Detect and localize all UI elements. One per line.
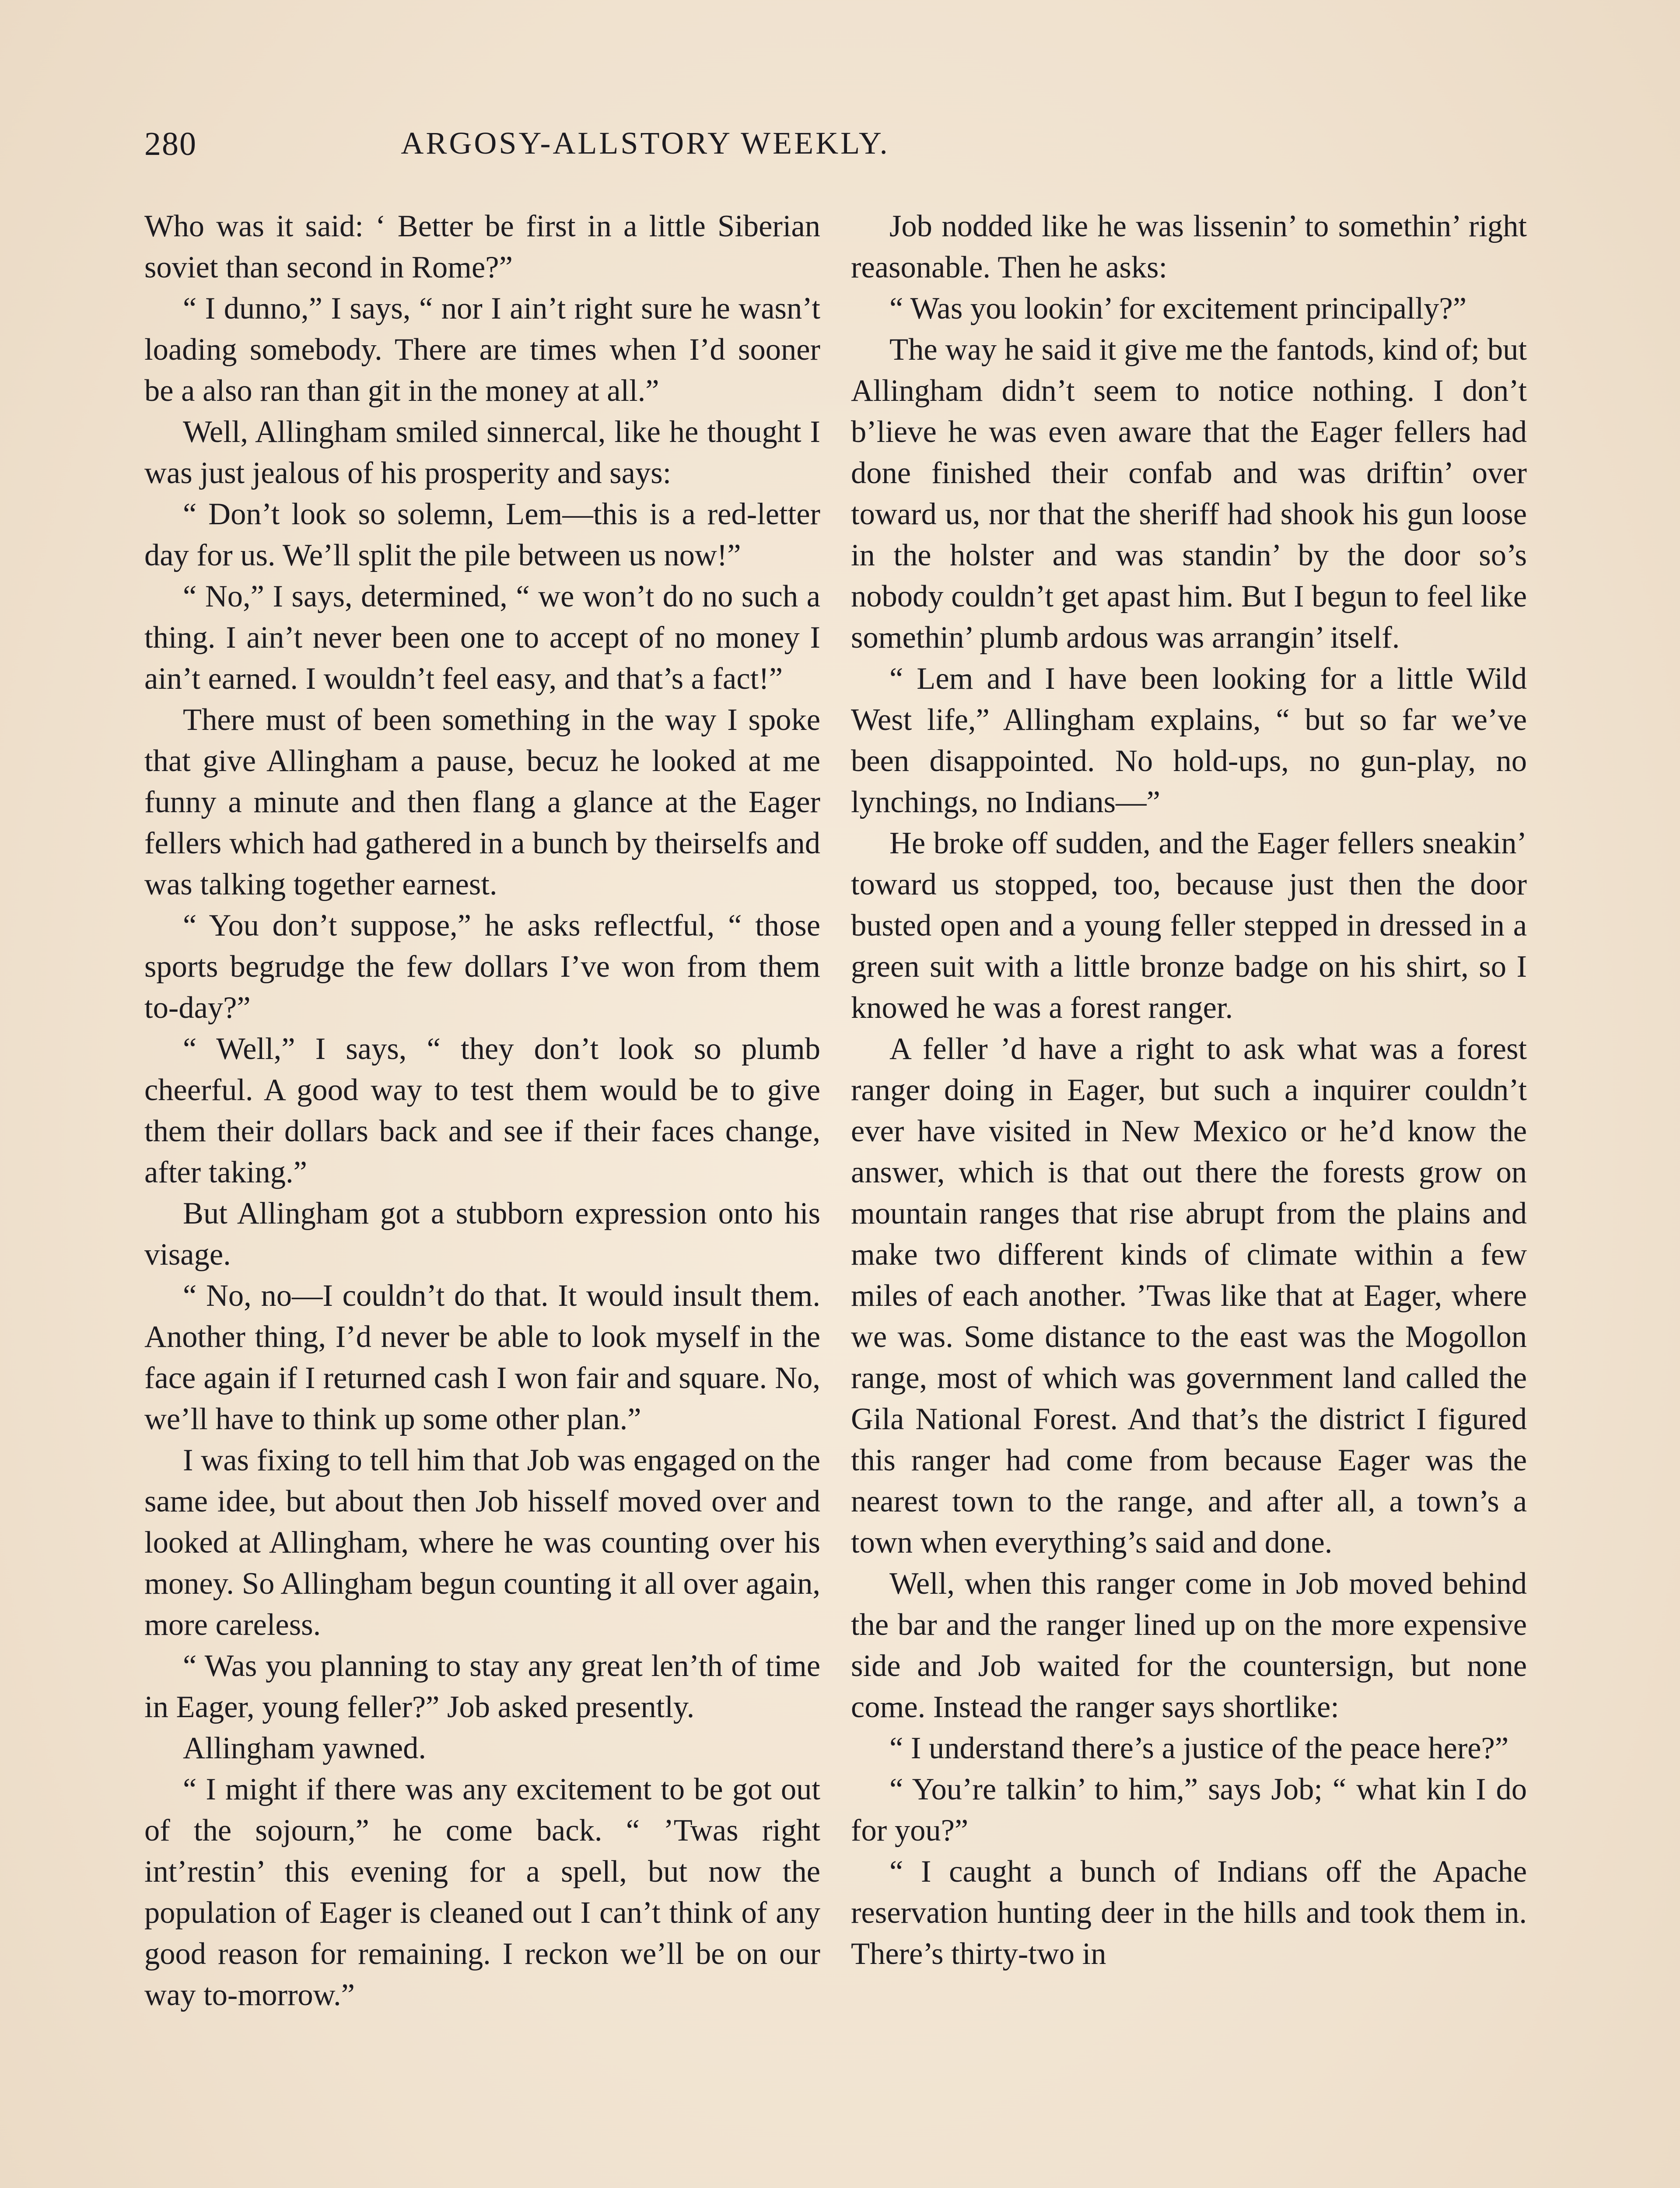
paragraph: “ You don’t suppose,” he asks reflectful, “ those sports begrudge the few dollars I’ve won from them to-day?” [144,908,820,1025]
paragraph: I was fixing to tell him that Job was engaged on the same idee, but about then Job hisself moved over and looked at Allingham, where he was counting over his money. So Allingham begun counting it all over again, more careless. [144,1443,820,1642]
paragraph: “ I understand there’s a justice of the peace here?” [889,1731,1509,1765]
paragraph: There must of been something in the way I spoke that give Allingham a pause, becuz he looked at me funny a minute and then flang a glance at the Eager fellers which had gathered in a bunch by theirselfs and was talking together earnest. [144,703,820,901]
paragraph: “ I caught a bunch of Indians off the Apache reservation hunting deer in the hills and took them in. There’s thirty-two in [851,1855,1527,1971]
paragraph: Allingham yawned. [183,1731,427,1765]
paragraph: “ No,” I says, determined, “ we won’t do no such a thing. I ain’t never been one to accept of no money I ain’t earned. I wouldn’t feel easy, and that’s a fact!” [144,579,820,696]
paragraph: “ I dunno,” I says, “ nor I ain’t right sure he wasn’t loading somebody. There are times when I’d sooner be a also ran than git in the money at all.” [144,291,820,408]
page-number: 280 [144,126,197,162]
paragraph: The way he said it give me the fantods, kind of; but Allingham didn’t seem to notice nothing. I don’t b’lieve he was even aware that the Eager fellers had done finished their confab and was driftin’ over toward us, nor that the sheriff had shook his gun loose in the holster and was standin’ by the door so’s nobody couldn’t get apast him. But I begun to feel like somethin’ plumb ardous was arrangin’ itself. [851,333,1527,655]
paragraph: But Allingham got a stubborn expression onto his visage. [144,1196,820,1272]
paragraph: He broke off sudden, and the Eager fellers sneakin’ toward us stopped, too, because just then the door busted open and a young feller stepped in dressed in a green suit with a little bronze badge on his shirt, so I knowed he was a forest ranger. [851,826,1527,1025]
paragraph: Well, Allingham smiled sinnercal, like he thought I was just jealous of his prosperity and says: [144,415,820,490]
paragraph: Who was it said: ‘ Better be first in a little Siberian soviet than second in Rome?” [144,209,820,284]
paragraph: “ I might if there was any excitement to be got out of the sojourn,” he come back. “ ’Twas right int’restin’ this evening for a spell, but now the population of Eager is cleaned out I can’t think of any good reason for remaining. I reckon we’ll be on our way to-morrow.” [144,1772,820,2012]
paragraph: “ No, no—I couldn’t do that. It would insult them. Another thing, I’d never be able to look myself in the face again if I returned cash I won fair and square. No, we’ll have to think up some other plan.” [144,1279,820,1436]
paragraph: “ Well,” I says, “ they don’t look so plumb cheerful. A good way to test them would be to give them their dollars back and see if their faces change, after taking.” [144,1032,820,1189]
magazine-title: ARGOSY-ALLSTORY WEEKLY. [401,126,890,161]
paragraph: “ Was you planning to stay any great len’th of time in Eager, young feller?” Job asked presently. [144,1649,820,1724]
right-column [851,206,1527,1974]
left-column [144,206,820,2016]
paragraph: “ Was you lookin’ for excitement principally?” [889,291,1467,326]
paragraph: “ Don’t look so solemn, Lem—this is a red-letter day for us. We’ll split the pile between us now!” [144,497,820,572]
paragraph: Well, when this ranger come in Job moved behind the bar and the ranger lined up on the more expensive side and Job waited for the countersign, but none come. Instead the ranger says shortlike: [851,1567,1527,1724]
running-head [144,125,1146,173]
paragraph: Job nodded like he was lissenin’ to somethin’ right reasonable. Then he asks: [851,209,1527,284]
paragraph: “ You’re talkin’ to him,” says Job; “ what kin I do for you?” [851,1772,1527,1848]
paragraph: “ Lem and I have been looking for a little Wild West life,” Allingham explains, “ but so far we’ve been disappointed. No hold-ups, no gun-play, no lynchings, no Indians—” [851,662,1527,819]
paragraph: A feller ’d have a right to ask what was a forest ranger doing in Eager, but such a inquirer couldn’t ever have visited in New Mexico or he’d know the answer, which is that out there the forests grow on mountain ranges that rise abrupt from the plains and make two different kinds of climate within a few miles of each another. ’Twas like that at Eager, where we was. Some distance to the east was the Mogollon range, most of which was government land called the Gila National Forest. And that’s the district I figured this ranger had come from because Eager was the nearest town to the range, and after all, a town’s a town when everything’s said and done. [851,1032,1527,1560]
